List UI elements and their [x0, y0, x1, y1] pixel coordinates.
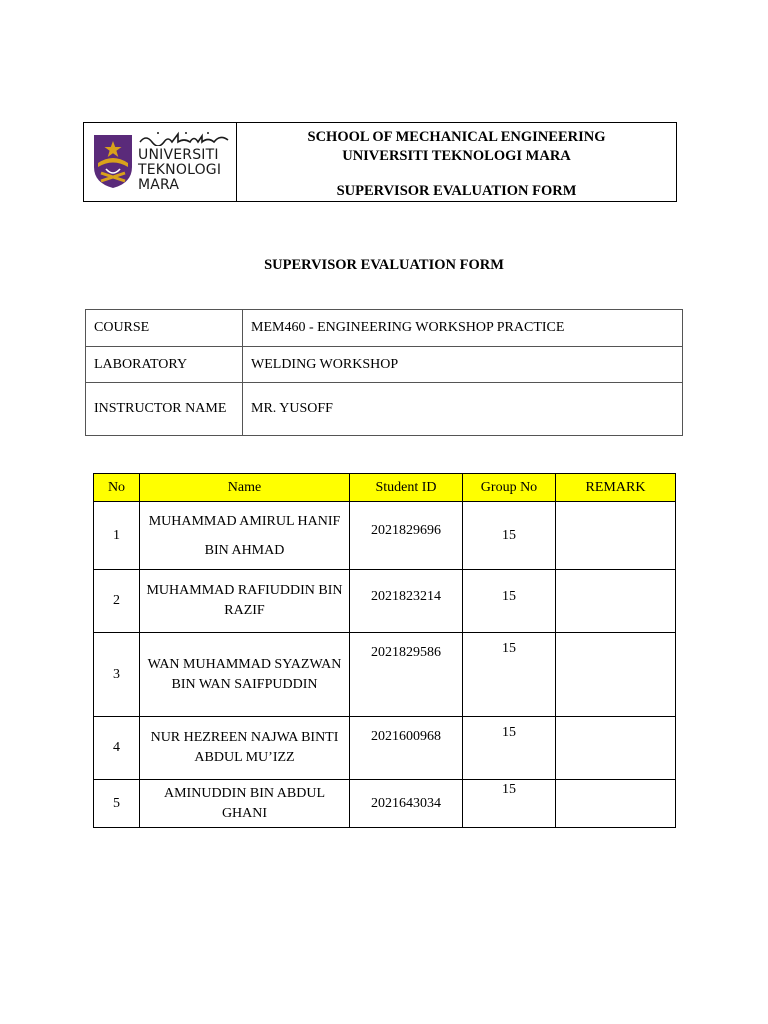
cell-group-no: 15 — [463, 502, 556, 570]
cell-student-id: 2021600968 — [350, 717, 463, 780]
course-row — [86, 310, 683, 347]
table-row — [94, 633, 676, 717]
document-header — [83, 122, 677, 202]
cell-name: MUHAMMAD RAFIUDDIN BIN RAZIF — [140, 570, 350, 633]
laboratory-value: WELDING WORKSHOP — [243, 347, 683, 383]
course-value: MEM460 - ENGINEERING WORKSHOP PRACTICE — [243, 310, 683, 347]
wordmark-line-3: MARA — [138, 177, 180, 193]
wordmark-line-2: TEKNOLOGI — [138, 162, 222, 178]
header-remark: REMARK — [556, 474, 676, 502]
header-group-no: Group No — [463, 474, 556, 502]
table-row — [94, 780, 676, 828]
jawi-script-logotype — [138, 130, 230, 146]
cell-group-no: 15 — [463, 780, 556, 828]
cell-student-id: 2021823214 — [350, 570, 463, 633]
table-row — [94, 502, 676, 570]
cell-remark — [556, 570, 676, 633]
form-title: SUPERVISOR EVALUATION FORM — [264, 257, 504, 273]
course-info-table — [85, 309, 683, 436]
cell-student-id: 2021829586 — [350, 633, 463, 717]
student-table — [93, 473, 676, 828]
uitm-emblem-icon — [92, 133, 134, 189]
university-name: UNIVERSITI TEKNOLOGI MARA — [342, 148, 571, 164]
university-wordmark — [138, 148, 221, 193]
laboratory-label: LABORATORY — [86, 347, 243, 383]
cell-remark — [556, 502, 676, 570]
cell-student-id: 2021829696 — [350, 502, 463, 570]
cell-student-id: 2021643034 — [350, 780, 463, 828]
header-title-block — [237, 123, 676, 201]
header-student-id: Student ID — [350, 474, 463, 502]
cell-no: 3 — [94, 633, 140, 717]
cell-name: WAN MUHAMMAD SYAZWAN BIN WAN SAIFPUDDIN — [140, 633, 350, 717]
course-label: COURSE — [86, 310, 243, 347]
table-row — [94, 717, 676, 780]
cell-name: NUR HEZREEN NAJWA BINTI ABDUL MU’IZZ — [140, 717, 350, 780]
instructor-label: INSTRUCTOR NAME — [86, 383, 243, 436]
cell-name: MUHAMMAD AMIRUL HANIF BIN AHMAD — [140, 502, 350, 570]
laboratory-row — [86, 347, 683, 383]
wordmark-line-1: UNIVERSITI — [138, 147, 219, 163]
header-no: No — [94, 474, 140, 502]
cell-no: 4 — [94, 717, 140, 780]
cell-group-no: 15 — [463, 717, 556, 780]
cell-group-no: 15 — [463, 570, 556, 633]
cell-remark — [556, 633, 676, 717]
header-name: Name — [140, 474, 350, 502]
table-row — [94, 570, 676, 633]
instructor-value: MR. YUSOFF — [243, 383, 683, 436]
cell-no: 2 — [94, 570, 140, 633]
cell-remark — [556, 780, 676, 828]
cell-group-no: 15 — [463, 633, 556, 717]
cell-remark — [556, 717, 676, 780]
cell-no: 5 — [94, 780, 140, 828]
instructor-row — [86, 383, 683, 436]
school-name: SCHOOL OF MECHANICAL ENGINEERING — [307, 129, 606, 145]
cell-name: AMINUDDIN BIN ABDUL GHANI — [140, 780, 350, 828]
university-logo — [84, 123, 237, 201]
header-form-name: SUPERVISOR EVALUATION FORM — [336, 183, 577, 199]
cell-no: 1 — [94, 502, 140, 570]
student-table-header — [94, 474, 676, 502]
